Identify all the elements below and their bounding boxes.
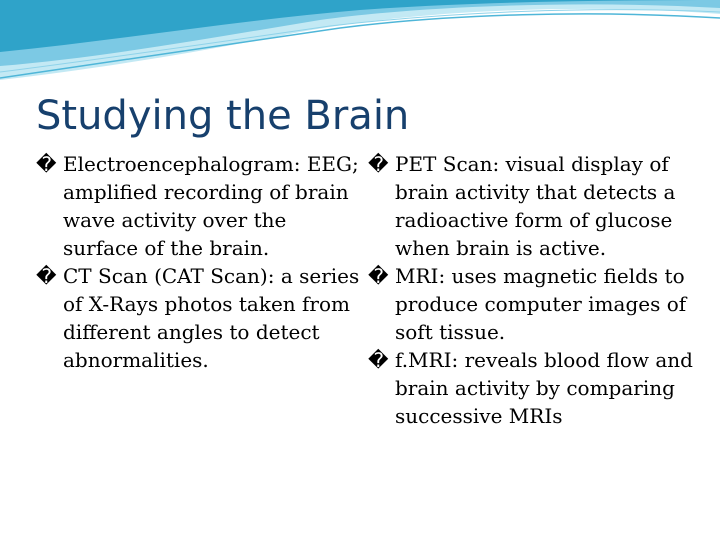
bullet-item-fmri [368,346,708,430]
bullet-glyph-icon: � [36,152,57,176]
bullet-text: PET Scan: visual display of brain activity that detects a radioactive form of glucose when brain is active. [395,152,676,260]
bullet-item-pet-scan [368,150,708,262]
bullet-glyph-icon: � [368,264,389,288]
bullet-glyph-icon: � [36,264,57,288]
right-column [368,150,708,430]
slide-title: Studying the Brain [36,93,410,139]
bullet-text: f.MRI: reveals blood flow and brain activity by comparing successive MRIs [395,348,693,428]
bullet-text: MRI: uses magnetic fields to produce computer images of soft tissue. [395,264,687,344]
header-wave-decoration [0,0,720,90]
bullet-text: Electroencephalogram: EEG; amplified recording of brain wave activity over the surface of the brain. [63,152,359,260]
bullet-glyph-icon: � [368,152,389,176]
left-column [36,150,366,374]
bullet-item-eeg [36,150,366,262]
bullet-item-mri [368,262,708,346]
bullet-glyph-icon: � [368,348,389,372]
bullet-text: CT Scan (CAT Scan): a series of X-Rays photos taken from different angles to detect abnormalities. [63,264,360,372]
bullet-item-ct-scan [36,262,366,374]
